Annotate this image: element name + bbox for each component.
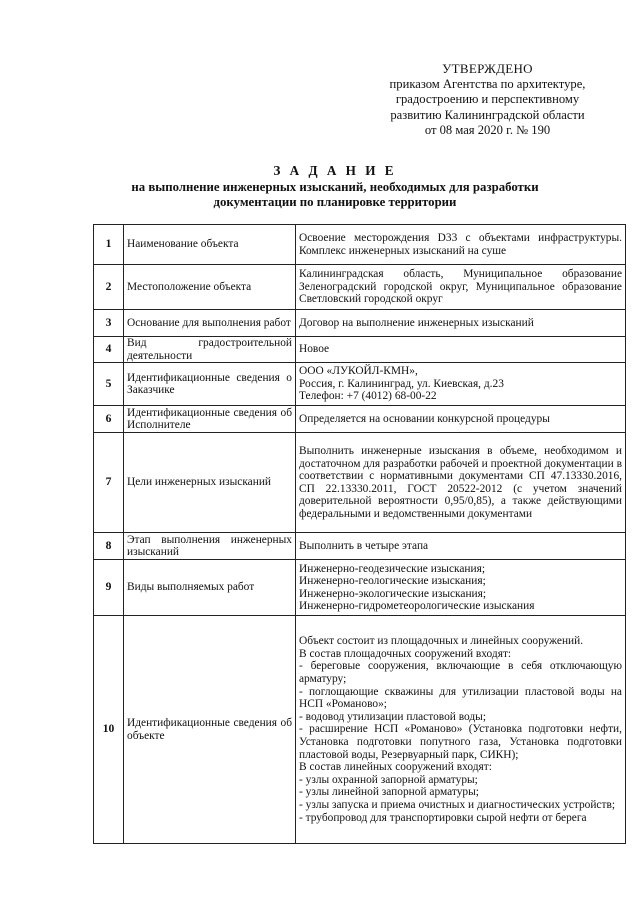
value-line: - узлы запуска и приема очистных и диагностических устройств; bbox=[299, 798, 616, 811]
approval-line: градостроению и перспективному bbox=[395, 92, 580, 107]
row-number: 2 bbox=[94, 265, 124, 310]
value-line: - узлы линейной запорной арматуры; bbox=[299, 786, 479, 799]
row-number: 7 bbox=[94, 433, 124, 533]
value-line: Калининградская область, Муниципальное образование Зеленоградский городской округ, Муниципальное образование Светловский городской округ bbox=[299, 268, 622, 306]
subtitle-line: документации по планировке территории bbox=[213, 195, 457, 209]
row-number: 8 bbox=[94, 533, 124, 560]
value-line: Определяется на основании конкурсной процедуры bbox=[299, 412, 550, 425]
value-line: В состав линейных сооружений входят: bbox=[299, 761, 492, 774]
value-line: Объект состоит из площадочных и линейных сооружений. bbox=[299, 635, 584, 648]
row-value bbox=[296, 616, 626, 844]
approval-heading: УТВЕРЖДЕНО bbox=[442, 61, 533, 76]
row-label: Виды выполняемых работ bbox=[124, 560, 296, 616]
row-value bbox=[296, 560, 626, 616]
row-label: Идентификационные сведения об объекте bbox=[124, 616, 296, 844]
row-number: 9 bbox=[94, 560, 124, 616]
subtitle-line: на выполнение инженерных изысканий, необходимых для разработки bbox=[131, 180, 539, 194]
value-line: - трубопровод для транспортировки сырой нефти от берега bbox=[299, 811, 587, 824]
row-value bbox=[296, 265, 626, 310]
value-line: Новое bbox=[299, 343, 330, 356]
value-line: - узлы охранной запорной арматуры; bbox=[299, 773, 478, 786]
value-line: Инженерно-экологические изыскания; bbox=[299, 587, 487, 600]
value-line: Освоение месторождения D33 с объектами инфраструктуры. Комплекс инженерных изысканий на суше bbox=[299, 231, 622, 257]
approval-line: от 08 мая 2020 г. № 190 bbox=[424, 123, 551, 138]
row-value bbox=[296, 363, 626, 406]
table-row bbox=[94, 265, 626, 310]
row-value bbox=[296, 225, 626, 265]
value-line: Россия, г. Калининград, ул. Киевская, д.23 bbox=[299, 377, 504, 390]
value-line: Инженерно-гидрометеорологические изыскания bbox=[299, 600, 535, 613]
row-label: Основание для выполнения работ bbox=[124, 310, 296, 337]
value-line: В состав площадочных сооружений входят: bbox=[299, 647, 512, 660]
value-line: - поглощающие скважины для утилизации пластовой воды на НСП «Романово»; bbox=[299, 685, 622, 711]
row-value bbox=[296, 533, 626, 560]
row-number: 5 bbox=[94, 363, 124, 406]
row-number: 6 bbox=[94, 406, 124, 433]
table-row bbox=[94, 363, 626, 406]
row-label: Этап выполнения инженерных изысканий bbox=[124, 533, 296, 560]
table-row bbox=[94, 406, 626, 433]
value-line: ООО «ЛУКОЙЛ-КМН», bbox=[299, 365, 418, 378]
value-line: Инженерно-геодезические изыскания; bbox=[299, 562, 486, 575]
value-line: - расширение НСП «Романово» (Установка подготовки нефти, Установка подготовки попутного газа, Установка подготовки пластовой воды, Резервуарный парк, СИКН); bbox=[299, 723, 622, 761]
row-value bbox=[296, 406, 626, 433]
table-row bbox=[94, 433, 626, 533]
approval-line: развитию Калининградской области bbox=[390, 107, 585, 122]
row-label: Наименование объекта bbox=[124, 225, 296, 265]
assignment-table bbox=[93, 224, 626, 844]
table-row bbox=[94, 337, 626, 363]
value-line: Телефон: +7 (4012) 68-00-22 bbox=[299, 390, 437, 403]
table-row bbox=[94, 560, 626, 616]
document-title: З А Д А Н И Е bbox=[273, 163, 397, 178]
row-label: Вид градостроительной деятельности bbox=[124, 337, 296, 363]
value-line: Выполнить в четыре этапа bbox=[299, 539, 429, 552]
value-line: - водовод утилизации пластовой воды; bbox=[299, 710, 486, 723]
approval-stamp bbox=[355, 61, 620, 139]
table-row bbox=[94, 310, 626, 337]
row-number: 4 bbox=[94, 337, 124, 363]
row-value bbox=[296, 433, 626, 533]
value-line: Инженерно-геологические изыскания; bbox=[299, 575, 486, 588]
row-value bbox=[296, 337, 626, 363]
value-line: Выполнить инженерные изыскания в объеме, необходимом и достаточном для разработки рабочей и проектной документации в соответствии с нормативными документами СП 47.13330.2016, СП 22.13330.2011, ГОСТ 20522-2012 (с учетом значений доверительной вероятности 0,95/0,85), а также действующими федеральными и ведомственными документами bbox=[299, 444, 622, 520]
document-subtitle bbox=[70, 180, 600, 210]
row-number: 10 bbox=[94, 616, 124, 844]
value-line: - береговые сооружения, включающие в себя отключающую арматуру; bbox=[299, 660, 622, 686]
table-row bbox=[94, 616, 626, 844]
row-label: Идентификационные сведения о Заказчике bbox=[124, 363, 296, 406]
row-label: Цели инженерных изысканий bbox=[124, 433, 296, 533]
table-row bbox=[94, 533, 626, 560]
approval-line: приказом Агентства по архитектуре, bbox=[389, 76, 586, 91]
row-value bbox=[296, 310, 626, 337]
row-label: Местоположение объекта bbox=[124, 265, 296, 310]
value-line: Договор на выполнение инженерных изысканий bbox=[299, 316, 534, 329]
row-number: 3 bbox=[94, 310, 124, 337]
row-label: Идентификационные сведения об Исполнителе bbox=[124, 406, 296, 433]
table-row bbox=[94, 225, 626, 265]
row-number: 1 bbox=[94, 225, 124, 265]
